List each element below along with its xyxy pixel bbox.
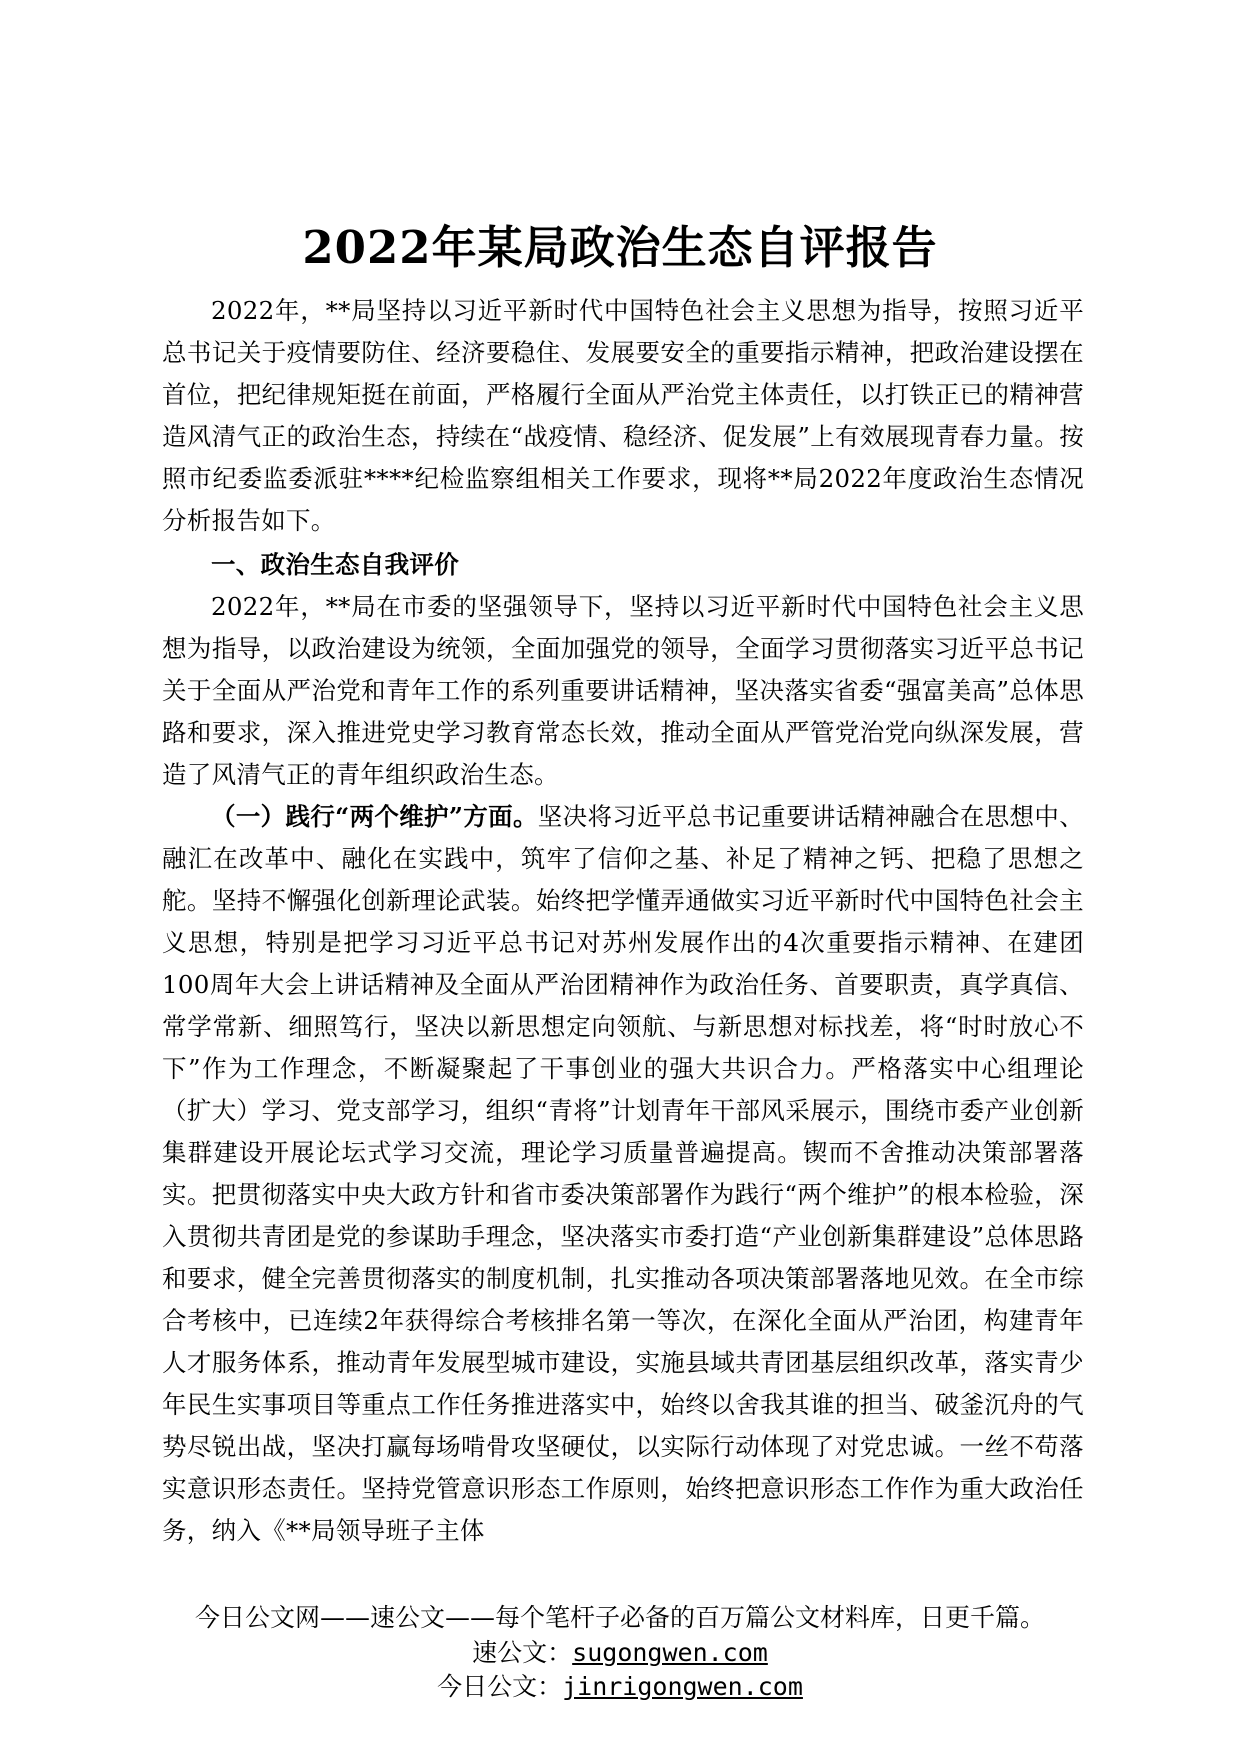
section-paragraph: 2022年，**局在市委的坚强领导下，坚持以习近平新时代中国特色社会主义思想为指导，以政治建设为统领，全面加强党的领导，全面学习贯彻落实习近平总书记关于全面从严治党和青年工作的系列重要讲话精神，坚决落实省委“强富美高”总体思路和要求，深入推进党史学习教育常态长效，推动全面从严管党治党向纵深发展，营造了风清气正的青年组织政治生态。 [162,592,1084,789]
footer-jinrigongwen [0,1670,1240,1704]
section-heading: 一、政治生态自我评价 [211,550,459,579]
subsection-body: 坚决将习近平总书记重要讲话精神融合在思想中、融汇在改革中、融化在实践中，筑牢了信仰之基、补足了精神之钙、把稳了思想之舵。坚持不懈强化创新理论武装。始终把学懂弄通做实习近平新时代中国特色社会主义思想，特别是把学习习近平总书记对苏州发展作出的4次重要指示精神、在建团100周年大会上讲话精神及全面从严治团精神作为政治任务、首要职责，真学真信、常学常新、细照笃行，坚决以新思想定向领航、与新思想对标找差，将“时时放心不下”作为工作理念，不断凝聚起了干事创业的强大共识合力。严格落实中心组理论（扩大）学习、党支部学习，组织“青将”计划青年干部风采展示，围绕市委产业创新集群建设开展论坛式学习交流，理论学习质量普遍提高。锲而不舍推动决策部署落实。把贯彻落实中央大政方针和省市委决策部署作为践行“两个维护”的根本检验，深入贯彻共青团是党的参谋助手理念，坚决落实市委打造“产业创新集群建设”总体思路和要求，健全完善贯彻落实的制度机制，扎实推动各项决策部署落地见效。在全市综合考核中，已连续2年获得综合考核排名第一等次，在深化全面从严治团，构建青年人才服务体系，推动青年发展型城市建设，实施县域共青团基层组织改革，落实青少年民生实事项目等重点工作任务推进落实中，始终以舍我其谁的担当、破釜沉舟的气势尽锐出战，坚决打赢每场啃骨攻坚硬仗，以实际行动体现了对党忠诚。一丝不苟落实意识形态责任。坚持党管意识形态工作原则，始终把意识形态工作作为重大政治任务，纳入《**局领导班子主体 [162,802,1084,1545]
subsection-paragraph [162,796,1084,1552]
intro-paragraph: 2022年，**局坚持以习近平新时代中国特色社会主义思想为指导，按照习近平总书记关于疫情要防住、经济要稳住、发展要安全的重要指示精神，把政治建设摆在首位，把纪律规矩挺在前面，严格履行全面从严治党主体责任，以打铁正已的精神营造风清气正的政治生态，持续在“战疫情、稳经济、促发展”上有效展现青春力量。按照市纪委监委派驻****纪检监察组相关工作要求，现将**局2022年度政治生态情况分析报告如下。 [162,296,1084,535]
document-body [162,290,1084,1552]
document-title: 2022年某局政治生态自评报告 [302,221,938,274]
sugongwen-link[interactable]: sugongwen.com [572,1638,768,1667]
footer-tagline: 今日公文网——速公文——每个笔杆子必备的百万篇公文材料库，日更千篇。 [194,1603,1045,1632]
footer-sugongwen-label: 速公文： [472,1638,573,1667]
footer-sugongwen [0,1636,1240,1670]
subsection-lead: （一）践行“两个维护”方面。 [211,802,538,831]
footer-jinrigongwen-label: 今日公文： [437,1672,563,1701]
jinrigongwen-link[interactable]: jinrigongwen.com [562,1672,803,1701]
